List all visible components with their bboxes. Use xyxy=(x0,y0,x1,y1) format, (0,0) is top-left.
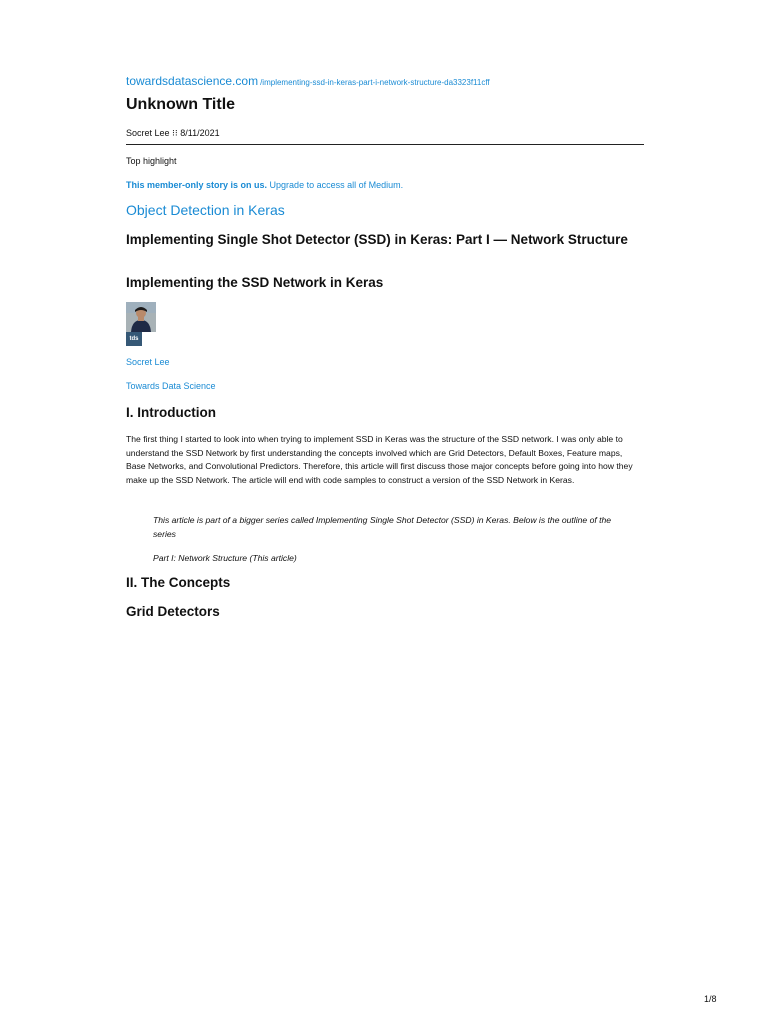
source-domain-link[interactable]: towardsdatascience.com xyxy=(126,74,259,88)
source-url[interactable] xyxy=(126,72,490,90)
article-subtitle: Implementing the SSD Network in Keras xyxy=(126,275,384,290)
top-highlight-label: Top highlight xyxy=(126,156,177,166)
header-divider xyxy=(126,144,644,145)
byline-separator: ⁝⁝ xyxy=(172,128,178,138)
page-number: 1/8 xyxy=(704,994,717,1004)
publication-tag-link[interactable]: Object Detection in Keras xyxy=(126,202,285,218)
article-title: Implementing Single Shot Detector (SSD) in Keras: Part I — Network Structure xyxy=(126,232,628,247)
intro-paragraph: The first thing I started to look into when trying to implement SSD in Keras was the structure of the SSD network. I was only able to understand the SSD Network by first understanding the concepts involved which are Grid Detectors, Default Boxes, Feature maps, Base Networks, and Convolutional Predictors. Therefore, this article will first discuss those major concepts before going into how they make up the SSD Network. The article will end with code samples to construct a version of the SSD Network in Keras. xyxy=(126,434,633,485)
byline-author: Socret Lee xyxy=(126,128,170,138)
series-note: This article is part of a bigger series called Implementing Single Shot Detector (SSD) in Keras. Below is the outline of the series xyxy=(153,515,612,539)
byline-date: 8/11/2021 xyxy=(180,128,220,138)
concepts-heading: II. The Concepts xyxy=(126,575,231,590)
publication-name-link[interactable]: Towards Data Science xyxy=(126,381,216,391)
tds-badge: tds xyxy=(126,332,142,346)
series-part: Part I: Network Structure (This article) xyxy=(153,553,297,563)
author-name-link[interactable]: Socret Lee xyxy=(126,357,170,367)
byline xyxy=(126,128,220,139)
author-avatar[interactable] xyxy=(126,302,156,332)
page-title: Unknown Title xyxy=(126,96,236,113)
member-notice-text: This member-only story is on us. xyxy=(126,180,268,190)
source-path-link[interactable]: /implementing-ssd-in-keras-part-i-network-structure-da3323f11cff xyxy=(260,78,490,87)
intro-heading: I. Introduction xyxy=(126,405,216,420)
grid-detectors-heading: Grid Detectors xyxy=(126,604,220,619)
author-photo-icon xyxy=(126,302,156,332)
upgrade-link[interactable]: Upgrade to access all of Medium. xyxy=(269,180,404,190)
member-notice xyxy=(126,180,403,190)
